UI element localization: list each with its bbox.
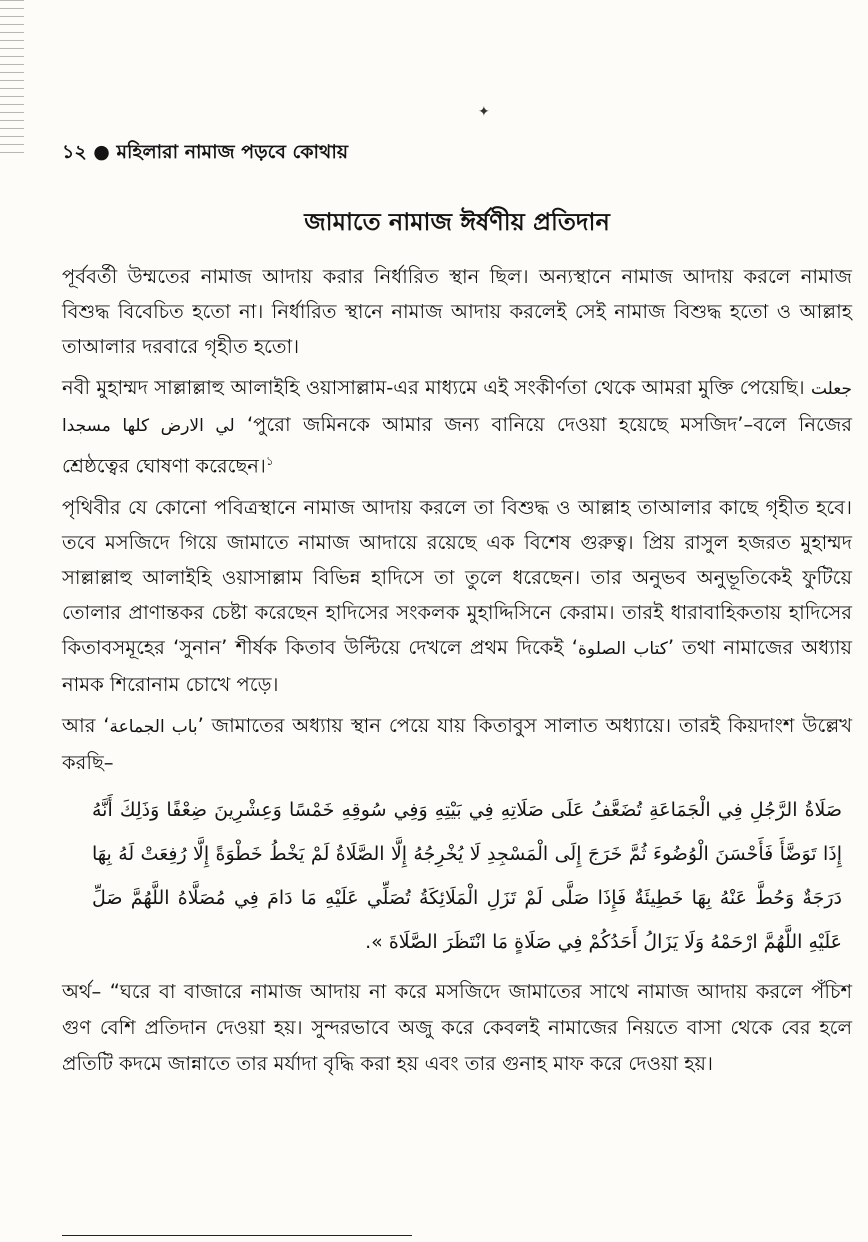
paragraph-4 [62,708,852,780]
page-body [62,205,852,1082]
paragraph-2-text-b: ‘পুরো জমিনকে আমার জন্য বানিয়ে দেওয়া হয়েছে মসজিদ’–বলে নিজের শ্রেষ্ঠত্বের ঘোষণা করেছেন। [62,413,852,478]
footnote-marker: ১ [265,454,274,468]
arabic-kitab-salat: كتاب الصلوة [578,638,668,659]
paragraph-4-text-b: ’ জামাতের অধ্যায় স্থান পেয়ে যায় কিতাবুস সালাত অধ্যায়ে। তারই কিয়দাংশ উল্লেখ করছি– [62,713,852,774]
paragraph-2-text-a: নবী মুহাম্মদ সাল্লাল্লাহু আলাইহি ওয়াসাল্লাম-এর মাধ্যমে এই সংকীর্ণতা থেকে আমরা মুক্তি পেয়েছি। [62,376,811,399]
paragraph-2 [62,370,852,484]
arabic-quote-masjid: جعلت لي الارض كلها مسجدا [62,379,852,436]
running-head: ১২ ● মহিলারা নামাজ পড়বে কোথায় [62,141,349,163]
binding-edge-marks [0,0,24,160]
paragraph-3-text-a: পৃথিবীর যে কোনো পবিত্রস্থানে নামাজ আদায় করলে তা বিশুদ্ধ ও আল্লাহ তাআলার কাছে গৃহীত হবে। তবে মসজিদে গিয়ে জামাতে নামাজ আদায়ে রয়েছে এক বিশেষ গুরুত্ব। প্রিয় রাসুল হজরত মুহাম্মদ সাল্লাল্লাহু আলাইহি ওয়াসাল্লাম বিভিন্ন হাদিসে তা তুলে ধরেছেন। তার অনুভব অনুভূতিকেই ফুটিয়ে তোলার প্রাণান্তকর চেষ্টা করেছেন হাদিসের সংকলক মুহাদ্দিসিনে কেরাম। তারই ধারাবাহিকতায় হাদিসের কিতাবসমূহের ‘সুনান’ শীর্ষক কিতাব উল্টিয়ে দেখলে প্রথম দিকেই ‘ [62,495,852,659]
hadith-arabic-text: صَلَاةُ الرَّجُلِ فِي الْجَمَاعَةِ تُضَعَّفُ عَلَى صَلَاتِهِ فِي بَيْتِهِ وَفِي سُوقِهِ خَمْسًا وَعِشْرِينَ ضِعْفًا وَذَلِكَ أَنَّهُ إِذَا تَوَضَّأَ فَأَحْسَنَ الْوُضُوءَ ثُمَّ خَرَجَ إِلَى الْمَسْجِدِ لَا يُخْرِجُهُ إِلَّا الصَّلَاةُ لَمْ يَخْطُ خَطْوَةً إِلَّا رُفِعَتْ لَهُ بِهَا دَرَجَةٌ وَحُطَّ عَنْهُ بِهَا خَطِيئَةٌ فَإِذَا صَلَّى لَمْ تَزَلِ الْمَلَائِكَةُ تُصَلِّي عَلَيْهِ مَا دَامَ فِي مُصَلَّاهُ اللَّهُمَّ صَلِّ عَلَيْهِ اللَّهُمَّ ارْحَمْهُ وَلَا يَزَالُ أَحَدُكُمْ فِي صَلَاةٍ مَا انْتَظَرَ الصَّلَاةَ ». [92,798,842,953]
arabic-bab-jamaah: باب الجماعة [109,716,198,737]
paragraph-3 [62,490,852,702]
footnote-divider [62,1235,412,1236]
hadith-meaning: অর্থ– “ঘরে বা বাজারে নামাজ আদায় না করে মসজিদে জামাতের সাথে নামাজ আদায় করলে পঁচিশ গুণ বেশি প্রতিদান দেওয়া হয়। সুন্দরভাবে অজু করে কেবলই নামাজের নিয়তে বাসা থেকে বের হলে প্রতিটি কদমে জান্নাতে তার মর্যাদা বৃদ্ধি করা হয় এবং তার গুনাহ মাফ করে দেওয়া হয়। [62,979,852,1075]
section-title: জামাতে নামাজ ঈর্ষণীয় প্রতিদান [304,208,610,236]
paragraph-4-text-a: আর ‘ [62,713,110,737]
paragraph-1: পূর্ববর্তী উম্মতের নামাজ আদায় করার নির্ধারিত স্থান ছিল। অন্যস্থানে নামাজ আদায় করলে নামাজ বিশুদ্ধ বিবেচিত হতো না। নির্ধারিত স্থানে নামাজ আদায় করলেই সেই নামাজ বিশুদ্ধ হতো ও আল্লাহ তাআলার দরবারে গৃহীত হতো। [62,265,852,358]
paragraph-3-text-b: ’ তথা নামাজের অধ্যায় নামক শিরোনাম চোখে পড়ে। [62,635,852,696]
ink-speck: ✦ [478,104,490,120]
